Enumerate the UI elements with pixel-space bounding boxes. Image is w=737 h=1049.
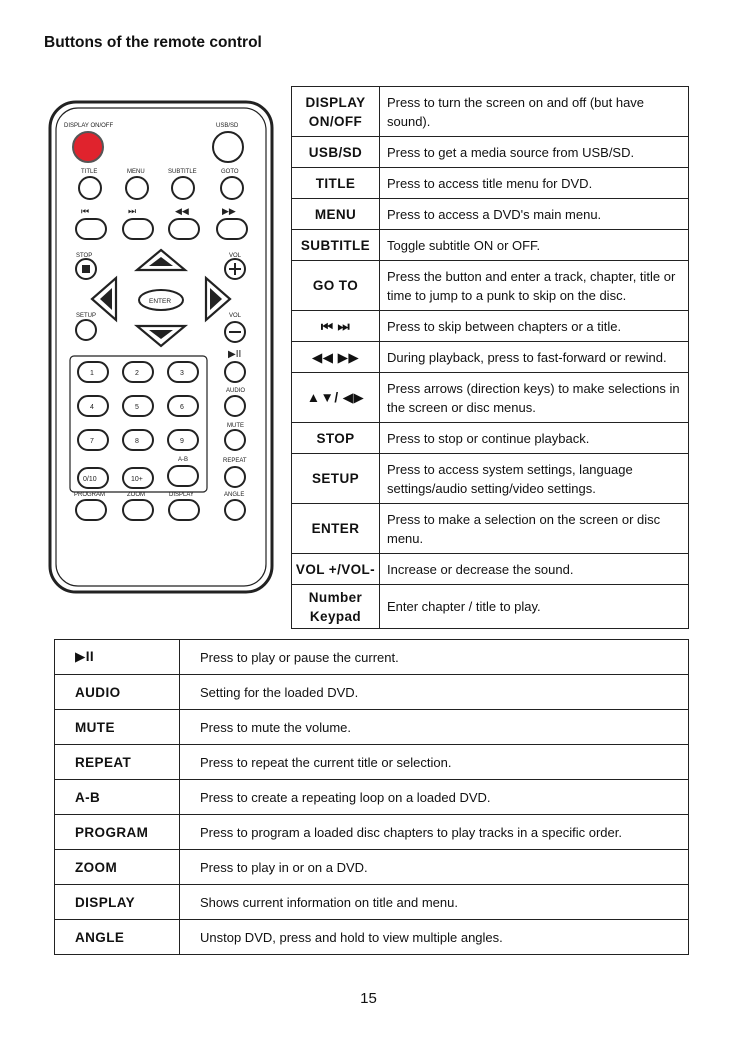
table-row	[55, 675, 689, 710]
table-row	[292, 342, 689, 373]
zoom-button	[123, 500, 153, 520]
power-button	[73, 132, 103, 162]
table-row	[292, 373, 689, 423]
button-description: Press to play or pause the current.	[180, 640, 689, 675]
button-description: Press to access a DVD's main menu.	[380, 199, 689, 230]
usbsd-button	[213, 132, 243, 162]
button-name: STOP	[292, 423, 380, 454]
button-name: MENU	[292, 199, 380, 230]
page-number: 15	[360, 990, 377, 1007]
goto-button	[221, 177, 243, 199]
table-row	[292, 137, 689, 168]
button-description: Toggle subtitle ON or OFF.	[380, 230, 689, 261]
button-description: Setting for the loaded DVD.	[180, 675, 689, 710]
button-name: SETUP	[292, 454, 380, 504]
display-button	[169, 500, 199, 520]
table-row	[292, 199, 689, 230]
title-button	[79, 177, 101, 199]
table-row	[292, 311, 689, 342]
label-goto: GOTO	[221, 169, 239, 175]
button-name: ◀◀ ▶▶	[292, 342, 380, 373]
button-name: DISPLAY ON/OFF	[292, 87, 380, 137]
table-row	[292, 554, 689, 585]
ab-button	[168, 466, 198, 486]
button-description: During playback, press to fast-forward or rewind.	[380, 342, 689, 373]
table-row	[55, 815, 689, 850]
key-label: 2	[135, 370, 139, 377]
label-angle: ANGLE	[224, 492, 245, 498]
table-row	[55, 640, 689, 675]
key-label: 7	[90, 438, 94, 445]
button-name: PROGRAM	[55, 815, 180, 850]
table-row	[55, 850, 689, 885]
table-row	[292, 168, 689, 199]
button-name: DISPLAY	[55, 885, 180, 920]
key-label: 10+	[131, 476, 143, 483]
program-button	[76, 500, 106, 520]
button-name: ZOOM	[55, 850, 180, 885]
remote-control-illustration	[48, 100, 274, 594]
label-zoom: ZOOM	[127, 492, 145, 498]
button-name: Number Keypad	[292, 585, 380, 629]
table-row	[292, 423, 689, 454]
button-description: Press to skip between chapters or a title.	[380, 311, 689, 342]
table-row	[292, 87, 689, 137]
button-name: REPEAT	[55, 745, 180, 780]
lower-button-table	[54, 639, 689, 955]
button-name: A-B	[55, 780, 180, 815]
button-description: Press to program a loaded disc chapters to play tracks in a specific order.	[180, 815, 689, 850]
table-row	[292, 504, 689, 554]
button-description: Press to turn the screen on and off (but have sound).	[380, 87, 689, 137]
button-name: SUBTITLE	[292, 230, 380, 261]
key-label: 1	[90, 370, 94, 377]
label-mute: MUTE	[227, 423, 244, 429]
label-repeat: REPEAT	[223, 458, 247, 464]
setup-button	[76, 320, 96, 340]
next-skip-symbol: ⏭	[128, 206, 137, 216]
label-ab: A-B	[178, 457, 189, 463]
page-heading: Buttons of the remote control	[44, 34, 262, 51]
label-setup: SETUP	[76, 313, 97, 319]
label-menu: MENU	[127, 169, 145, 175]
label-program: PROGRAM	[74, 492, 106, 498]
table-row	[292, 230, 689, 261]
button-name: GO TO	[292, 261, 380, 311]
label-vol-down: VOL	[229, 313, 242, 319]
table-row	[55, 745, 689, 780]
label-enter: ENTER	[149, 298, 172, 305]
fast-forward-symbol: ▶▶	[222, 206, 236, 216]
table-row	[292, 454, 689, 504]
key-label: 0/10	[83, 476, 97, 483]
button-description: Enter chapter / title to play.	[380, 585, 689, 629]
play-pause-symbol: ▶II	[228, 349, 242, 360]
button-description: Press to access system settings, language settings/audio setting/video settings.	[380, 454, 689, 504]
button-name: ▶II	[55, 640, 180, 675]
button-description: Press to access title menu for DVD.	[380, 168, 689, 199]
label-title: TITLE	[81, 169, 98, 175]
button-description: Unstop DVD, press and hold to view multiple angles.	[180, 920, 689, 955]
button-description: Press to get a media source from USB/SD.	[380, 137, 689, 168]
label-display-onoff: DISPLAY ON/OFF	[64, 123, 114, 129]
plus-icon	[229, 263, 241, 275]
angle-button	[225, 500, 245, 520]
label-display: DISPLAY	[169, 492, 194, 498]
fast-forward-button	[217, 219, 247, 239]
table-row	[292, 585, 689, 629]
button-description: Shows current information on title and menu.	[180, 885, 689, 920]
label-usbsd: USB/SD	[216, 123, 239, 129]
button-description: Press to repeat the current title or selection.	[180, 745, 689, 780]
prev-skip-button	[76, 219, 106, 239]
menu-button	[126, 177, 148, 199]
button-name: ANGLE	[55, 920, 180, 955]
button-name: AUDIO	[55, 675, 180, 710]
button-name: VOL +/VOL-	[292, 554, 380, 585]
table-row	[292, 261, 689, 311]
table-row	[55, 920, 689, 955]
table-row	[55, 710, 689, 745]
button-description: Press the button and enter a track, chapter, title or time to jump to a punk to skip on the disc.	[380, 261, 689, 311]
audio-button	[225, 396, 245, 416]
label-audio: AUDIO	[226, 388, 246, 394]
button-name: MUTE	[55, 710, 180, 745]
mute-button	[225, 430, 245, 450]
label-subtitle: SUBTITLE	[168, 169, 197, 175]
table-row	[55, 780, 689, 815]
button-name: USB/SD	[292, 137, 380, 168]
subtitle-button	[172, 177, 194, 199]
button-description: Press arrows (direction keys) to make selections in the screen or disc menus.	[380, 373, 689, 423]
stop-icon	[82, 265, 90, 273]
button-name: ENTER	[292, 504, 380, 554]
table-row	[55, 885, 689, 920]
label-stop: STOP	[76, 253, 93, 259]
button-description: Press to stop or continue playback.	[380, 423, 689, 454]
label-vol-up: VOL	[229, 253, 242, 259]
button-description: Press to play in or on a DVD.	[180, 850, 689, 885]
button-name: TITLE	[292, 168, 380, 199]
button-name: ▲▼/ ◀▶	[292, 373, 380, 423]
repeat-button	[225, 467, 245, 487]
key-label: 9	[180, 438, 184, 445]
button-name: ⏮ ⏭	[292, 311, 380, 342]
key-label: 6	[180, 404, 184, 411]
button-description: Press to create a repeating loop on a loaded DVD.	[180, 780, 689, 815]
button-description: Press to make a selection on the screen or disc menu.	[380, 504, 689, 554]
key-label: 4	[90, 404, 94, 411]
upper-button-table	[291, 86, 689, 629]
prev-skip-symbol: ⏮	[81, 206, 90, 216]
next-skip-button	[123, 219, 153, 239]
play-pause-button	[225, 362, 245, 382]
rewind-symbol: ◀◀	[175, 206, 189, 216]
key-label: 8	[135, 438, 139, 445]
button-description: Press to mute the volume.	[180, 710, 689, 745]
key-label: 3	[180, 370, 184, 377]
button-description: Increase or decrease the sound.	[380, 554, 689, 585]
rewind-button	[169, 219, 199, 239]
key-label: 5	[135, 404, 139, 411]
